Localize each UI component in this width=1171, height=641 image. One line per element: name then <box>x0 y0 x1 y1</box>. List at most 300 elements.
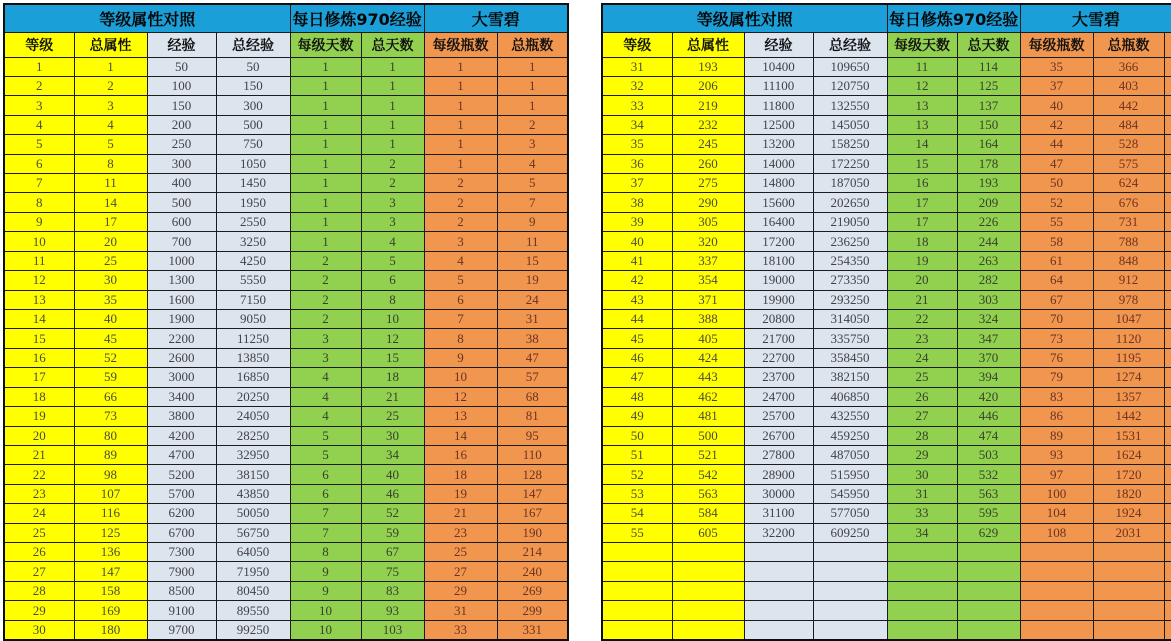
cell-total-bottles: 4 <box>497 154 568 173</box>
cutoff-cell <box>1164 174 1171 193</box>
cell-total-days: 25 <box>361 407 424 426</box>
table-row <box>602 232 1171 251</box>
cell-total-bottles: 1357 <box>1093 387 1164 406</box>
cutoff-cell <box>1164 465 1171 484</box>
cell-bottles-per-level: 52 <box>1020 193 1093 212</box>
cell-exp: 4200 <box>147 426 216 445</box>
cell-total-bottles: 167 <box>497 504 568 523</box>
cell-days-per-level: 1 <box>290 193 361 212</box>
table-row <box>602 154 1171 173</box>
table-row <box>602 543 1171 562</box>
cell-bottles-per-level: 40 <box>1020 96 1093 115</box>
cell-total-days: 30 <box>361 426 424 445</box>
cell-total-exp: 202650 <box>813 193 887 212</box>
cell-level: 25 <box>4 523 74 542</box>
cutoff-cell <box>1164 620 1171 640</box>
cell-total-bottles: 1720 <box>1093 465 1164 484</box>
cell-bottles-per-level: 31 <box>424 601 497 620</box>
cell-days-per-level: 22 <box>887 309 957 328</box>
cell-total-exp: 750 <box>216 135 290 154</box>
cell-level <box>602 581 672 600</box>
cell-total-bottles: 57 <box>497 368 568 387</box>
cell-bottles-per-level: 2 <box>424 212 497 231</box>
cell-total-attribute: 219 <box>672 96 744 115</box>
cell-level: 53 <box>602 484 672 503</box>
cell-bottles-per-level: 100 <box>1020 484 1093 503</box>
cell-bottles-per-level: 4 <box>424 251 497 270</box>
cell-total-attribute: 424 <box>672 348 744 367</box>
cell-total-attribute: 481 <box>672 407 744 426</box>
cell-total-bottles: 38 <box>497 329 568 348</box>
cell-total-bottles: 848 <box>1093 251 1164 270</box>
cell-total-days: 563 <box>957 484 1020 503</box>
cell-total-bottles <box>1093 543 1164 562</box>
cutoff-cell <box>1164 581 1171 600</box>
cell-level: 31 <box>602 57 672 76</box>
cell-exp: 300 <box>147 154 216 173</box>
cell-total-attribute: 245 <box>672 135 744 154</box>
cell-days-per-level: 33 <box>887 504 957 523</box>
table-body-1-30 <box>4 57 568 640</box>
cell-bottles-per-level: 61 <box>1020 251 1093 270</box>
cell-total-bottles <box>1093 581 1164 600</box>
column-header-exp: 经验 <box>744 32 813 57</box>
table-row <box>4 387 568 406</box>
cell-days-per-level: 18 <box>887 232 957 251</box>
cell-exp: 22700 <box>744 348 813 367</box>
cell-days-per-level: 6 <box>290 465 361 484</box>
cutoff-cell <box>1164 407 1171 426</box>
cell-total-days: 1 <box>361 96 424 115</box>
cell-level: 55 <box>602 523 672 542</box>
cutoff-cell <box>1164 193 1171 212</box>
column-header-days-per-level: 每级天数 <box>290 32 361 57</box>
cell-total-exp: 2550 <box>216 212 290 231</box>
cell-exp: 2600 <box>147 348 216 367</box>
cell-level: 4 <box>4 115 74 134</box>
cell-days-per-level <box>887 581 957 600</box>
cell-total-exp <box>813 543 887 562</box>
table-row <box>602 348 1171 367</box>
cell-level: 17 <box>4 368 74 387</box>
cell-exp <box>744 601 813 620</box>
cell-exp: 3800 <box>147 407 216 426</box>
cell-total-days <box>957 601 1020 620</box>
cell-exp: 600 <box>147 212 216 231</box>
cell-total-attribute: 1 <box>74 57 147 76</box>
cell-total-days: 244 <box>957 232 1020 251</box>
cell-total-bottles: 731 <box>1093 212 1164 231</box>
table-row <box>4 96 568 115</box>
table-row <box>602 465 1171 484</box>
cell-exp: 27800 <box>744 445 813 464</box>
cutoff-cell <box>1164 271 1171 290</box>
cell-total-bottles: 676 <box>1093 193 1164 212</box>
cell-level: 33 <box>602 96 672 115</box>
cell-bottles-per-level: 1 <box>424 57 497 76</box>
cell-exp: 19000 <box>744 271 813 290</box>
cell-total-attribute: 462 <box>672 387 744 406</box>
cell-total-attribute: 30 <box>74 271 147 290</box>
cell-days-per-level: 19 <box>887 251 957 270</box>
cell-total-exp: 150 <box>216 76 290 95</box>
cell-level: 37 <box>602 174 672 193</box>
column-header-days-per-level: 每级天数 <box>887 32 957 57</box>
table-row <box>4 174 568 193</box>
cell-exp: 9700 <box>147 620 216 640</box>
cell-bottles-per-level: 6 <box>424 290 497 309</box>
cell-total-exp: 50 <box>216 57 290 76</box>
cell-exp: 50 <box>147 57 216 76</box>
cell-exp: 19900 <box>744 290 813 309</box>
cell-total-exp: 219050 <box>813 212 887 231</box>
cell-bottles-per-level: 104 <box>1020 504 1093 523</box>
cell-exp: 8500 <box>147 581 216 600</box>
cell-level: 13 <box>4 290 74 309</box>
cell-bottles-per-level: 13 <box>424 407 497 426</box>
table-row <box>602 523 1171 542</box>
cell-bottles-per-level: 2 <box>424 193 497 212</box>
cell-exp: 400 <box>147 174 216 193</box>
cell-total-bottles: 442 <box>1093 96 1164 115</box>
cell-total-days: 103 <box>361 620 424 640</box>
table-row <box>602 329 1171 348</box>
cell-days-per-level: 3 <box>290 329 361 348</box>
table-row <box>602 135 1171 154</box>
cell-total-attribute: 8 <box>74 154 147 173</box>
cell-total-days: 1 <box>361 135 424 154</box>
cell-bottles-per-level: 1 <box>424 115 497 134</box>
cell-days-per-level: 12 <box>887 76 957 95</box>
cell-total-exp: 273350 <box>813 271 887 290</box>
cell-total-attribute: 66 <box>74 387 147 406</box>
cell-total-bottles: 1047 <box>1093 309 1164 328</box>
cell-total-attribute: 337 <box>672 251 744 270</box>
cell-exp: 14000 <box>744 154 813 173</box>
cell-level: 8 <box>4 193 74 212</box>
cell-total-bottles: 147 <box>497 484 568 503</box>
cell-exp: 28900 <box>744 465 813 484</box>
table-row <box>602 212 1171 231</box>
column-header-row <box>602 32 1171 57</box>
cell-total-attribute: 107 <box>74 484 147 503</box>
cell-total-bottles: 331 <box>497 620 568 640</box>
cell-exp <box>744 543 813 562</box>
cell-total-bottles: 1274 <box>1093 368 1164 387</box>
cell-total-exp: 1950 <box>216 193 290 212</box>
cell-level: 7 <box>4 174 74 193</box>
cell-days-per-level: 3 <box>290 348 361 367</box>
cell-bottles-per-level: 97 <box>1020 465 1093 484</box>
cell-bottles-per-level: 14 <box>424 426 497 445</box>
cell-total-exp: 187050 <box>813 174 887 193</box>
cell-total-days: 446 <box>957 407 1020 426</box>
cell-total-exp: 158250 <box>813 135 887 154</box>
cell-exp: 100 <box>147 76 216 95</box>
cell-total-exp: 500 <box>216 115 290 134</box>
cell-level: 9 <box>4 212 74 231</box>
cell-total-days: 532 <box>957 465 1020 484</box>
cell-total-attribute: 35 <box>74 290 147 309</box>
cell-days-per-level: 1 <box>290 115 361 134</box>
cell-total-attribute: 73 <box>74 407 147 426</box>
cell-level: 36 <box>602 154 672 173</box>
cell-days-per-level: 1 <box>290 212 361 231</box>
cell-total-bottles: 1624 <box>1093 445 1164 464</box>
cell-level: 21 <box>4 445 74 464</box>
cell-level: 27 <box>4 562 74 581</box>
table-row <box>4 232 568 251</box>
cell-days-per-level <box>887 601 957 620</box>
cell-days-per-level: 13 <box>887 115 957 134</box>
cell-level: 14 <box>4 309 74 328</box>
cell-days-per-level: 4 <box>290 368 361 387</box>
cell-total-attribute: 89 <box>74 445 147 464</box>
cell-total-bottles: 110 <box>497 445 568 464</box>
cell-total-exp: 20250 <box>216 387 290 406</box>
column-header-total-exp: 总经验 <box>216 32 290 57</box>
cell-level: 11 <box>4 251 74 270</box>
cell-level: 3 <box>4 96 74 115</box>
cell-total-attribute <box>672 620 744 640</box>
cell-total-days: 114 <box>957 57 1020 76</box>
cell-total-exp: 236250 <box>813 232 887 251</box>
cell-days-per-level: 34 <box>887 523 957 542</box>
cell-exp: 2200 <box>147 329 216 348</box>
cell-total-exp: 24050 <box>216 407 290 426</box>
cell-total-days: 503 <box>957 445 1020 464</box>
cell-total-bottles: 403 <box>1093 76 1164 95</box>
cell-days-per-level: 5 <box>290 426 361 445</box>
cell-total-bottles: 81 <box>497 407 568 426</box>
cell-bottles-per-level: 67 <box>1020 290 1093 309</box>
cell-total-days: 93 <box>361 601 424 620</box>
cell-exp: 25700 <box>744 407 813 426</box>
cell-total-bottles: 2031 <box>1093 523 1164 542</box>
cell-total-bottles: 912 <box>1093 271 1164 290</box>
cell-total-exp: 13850 <box>216 348 290 367</box>
cell-total-attribute: 563 <box>672 484 744 503</box>
cell-days-per-level: 2 <box>290 290 361 309</box>
cell-level: 29 <box>4 601 74 620</box>
cell-level: 23 <box>4 484 74 503</box>
group-header-level-attribute: 等级属性对照 <box>4 4 290 32</box>
cell-level <box>602 601 672 620</box>
cell-total-attribute: 180 <box>74 620 147 640</box>
cell-bottles-per-level: 10 <box>424 368 497 387</box>
cell-days-per-level: 1 <box>290 135 361 154</box>
table-row <box>602 484 1171 503</box>
cell-bottles-per-level: 42 <box>1020 115 1093 134</box>
cell-total-bottles: 1195 <box>1093 348 1164 367</box>
cell-total-attribute: 275 <box>672 174 744 193</box>
cell-level: 24 <box>4 504 74 523</box>
cutoff-cell <box>1164 504 1171 523</box>
cell-exp: 5700 <box>147 484 216 503</box>
cell-total-bottles: 1820 <box>1093 484 1164 503</box>
cell-days-per-level: 8 <box>290 543 361 562</box>
cell-total-attribute: 158 <box>74 581 147 600</box>
cell-level: 20 <box>4 426 74 445</box>
cell-exp: 1000 <box>147 251 216 270</box>
cell-level: 12 <box>4 271 74 290</box>
cell-bottles-per-level: 47 <box>1020 154 1093 173</box>
cell-total-days: 2 <box>361 154 424 173</box>
cell-exp: 21700 <box>744 329 813 348</box>
cutoff-cell <box>1164 290 1171 309</box>
cell-total-attribute: 305 <box>672 212 744 231</box>
cell-total-attribute <box>672 581 744 600</box>
cell-exp: 24700 <box>744 387 813 406</box>
cell-total-days: 164 <box>957 135 1020 154</box>
cell-bottles-per-level: 108 <box>1020 523 1093 542</box>
cell-days-per-level: 2 <box>290 251 361 270</box>
cell-total-bottles: 1924 <box>1093 504 1164 523</box>
cell-bottles-per-level: 37 <box>1020 76 1093 95</box>
cell-exp: 3000 <box>147 368 216 387</box>
cell-total-attribute <box>672 562 744 581</box>
table-row <box>4 445 568 464</box>
table-row <box>4 309 568 328</box>
cell-total-bottles: 24 <box>497 290 568 309</box>
cell-exp: 17200 <box>744 232 813 251</box>
cell-days-per-level: 27 <box>887 407 957 426</box>
table-row <box>4 193 568 212</box>
cell-total-days: 1 <box>361 115 424 134</box>
cell-exp: 11800 <box>744 96 813 115</box>
group-header-row <box>4 4 568 32</box>
cell-days-per-level: 2 <box>290 309 361 328</box>
cell-total-days: 21 <box>361 387 424 406</box>
cell-total-days: 1 <box>361 76 424 95</box>
cell-total-days: 125 <box>957 76 1020 95</box>
cell-bottles-per-level: 55 <box>1020 212 1093 231</box>
column-header-total-days: 总天数 <box>361 32 424 57</box>
table-row <box>4 329 568 348</box>
cell-days-per-level: 26 <box>887 387 957 406</box>
cell-exp: 250 <box>147 135 216 154</box>
cell-bottles-per-level <box>1020 620 1093 640</box>
cell-exp: 150 <box>147 96 216 115</box>
cell-total-days: 6 <box>361 271 424 290</box>
cell-days-per-level: 10 <box>290 601 361 620</box>
table-row <box>602 601 1171 620</box>
cell-total-days: 8 <box>361 290 424 309</box>
cell-total-exp: 120750 <box>813 76 887 95</box>
table-row <box>4 601 568 620</box>
cell-days-per-level: 28 <box>887 426 957 445</box>
cell-total-days: 46 <box>361 484 424 503</box>
group-header-big-sprite: 大雪碧 <box>424 4 568 32</box>
cell-total-attribute: 17 <box>74 212 147 231</box>
table-row <box>602 96 1171 115</box>
cell-level: 50 <box>602 426 672 445</box>
cell-exp <box>744 620 813 640</box>
group-header-daily-970-exp: 每日修炼970经验 <box>887 4 1020 32</box>
cell-total-attribute: 542 <box>672 465 744 484</box>
cell-total-exp <box>813 620 887 640</box>
cell-total-attribute: 3 <box>74 96 147 115</box>
cell-level: 32 <box>602 76 672 95</box>
cell-bottles-per-level <box>1020 562 1093 581</box>
cell-bottles-per-level: 70 <box>1020 309 1093 328</box>
cell-total-days: 75 <box>361 562 424 581</box>
cell-level: 15 <box>4 329 74 348</box>
table-row <box>602 504 1171 523</box>
cell-bottles-per-level: 8 <box>424 329 497 348</box>
cell-level: 46 <box>602 348 672 367</box>
table-row <box>4 465 568 484</box>
cell-exp: 26700 <box>744 426 813 445</box>
cell-total-bottles: 68 <box>497 387 568 406</box>
cell-bottles-per-level: 1 <box>424 135 497 154</box>
column-header-row <box>4 32 568 57</box>
cell-total-bottles: 11 <box>497 232 568 251</box>
table-row <box>602 426 1171 445</box>
table-row <box>602 174 1171 193</box>
cell-total-attribute: 371 <box>672 290 744 309</box>
cell-exp: 31100 <box>744 504 813 523</box>
table-row <box>4 290 568 309</box>
cell-days-per-level: 30 <box>887 465 957 484</box>
table-row <box>602 445 1171 464</box>
cell-bottles-per-level: 89 <box>1020 426 1093 445</box>
cell-total-exp: 314050 <box>813 309 887 328</box>
table-row <box>4 115 568 134</box>
cell-total-attribute: 290 <box>672 193 744 212</box>
cell-exp: 4700 <box>147 445 216 464</box>
cell-total-attribute: 443 <box>672 368 744 387</box>
cell-total-attribute: 320 <box>672 232 744 251</box>
table-row <box>4 562 568 581</box>
cell-bottles-per-level: 2 <box>424 174 497 193</box>
cell-exp: 16400 <box>744 212 813 231</box>
cell-total-attribute: 169 <box>74 601 147 620</box>
cell-level: 54 <box>602 504 672 523</box>
table-row <box>4 348 568 367</box>
cell-level: 22 <box>4 465 74 484</box>
cell-total-attribute: 405 <box>672 329 744 348</box>
cell-level: 34 <box>602 115 672 134</box>
cell-total-days: 10 <box>361 309 424 328</box>
table-row <box>4 484 568 503</box>
cell-total-days: 67 <box>361 543 424 562</box>
cutoff-cell <box>1164 387 1171 406</box>
cell-total-days: 59 <box>361 523 424 542</box>
cell-total-exp <box>813 562 887 581</box>
cell-total-exp: 1450 <box>216 174 290 193</box>
cell-bottles-per-level: 27 <box>424 562 497 581</box>
cell-total-bottles: 299 <box>497 601 568 620</box>
cutoff-cell <box>1164 232 1171 251</box>
cell-level: 49 <box>602 407 672 426</box>
cell-total-attribute: 388 <box>672 309 744 328</box>
cell-total-bottles: 269 <box>497 581 568 600</box>
table-row <box>602 387 1171 406</box>
column-header-total-attribute: 总属性 <box>672 32 744 57</box>
cell-total-exp: 545950 <box>813 484 887 503</box>
cell-level: 38 <box>602 193 672 212</box>
cell-total-days: 4 <box>361 232 424 251</box>
cell-exp: 200 <box>147 115 216 134</box>
cutoff-cell <box>1164 212 1171 231</box>
cell-level: 39 <box>602 212 672 231</box>
cell-exp: 13200 <box>744 135 813 154</box>
cell-total-exp: 38150 <box>216 465 290 484</box>
cell-total-attribute: 2 <box>74 76 147 95</box>
cell-level: 48 <box>602 387 672 406</box>
cell-total-attribute <box>672 601 744 620</box>
